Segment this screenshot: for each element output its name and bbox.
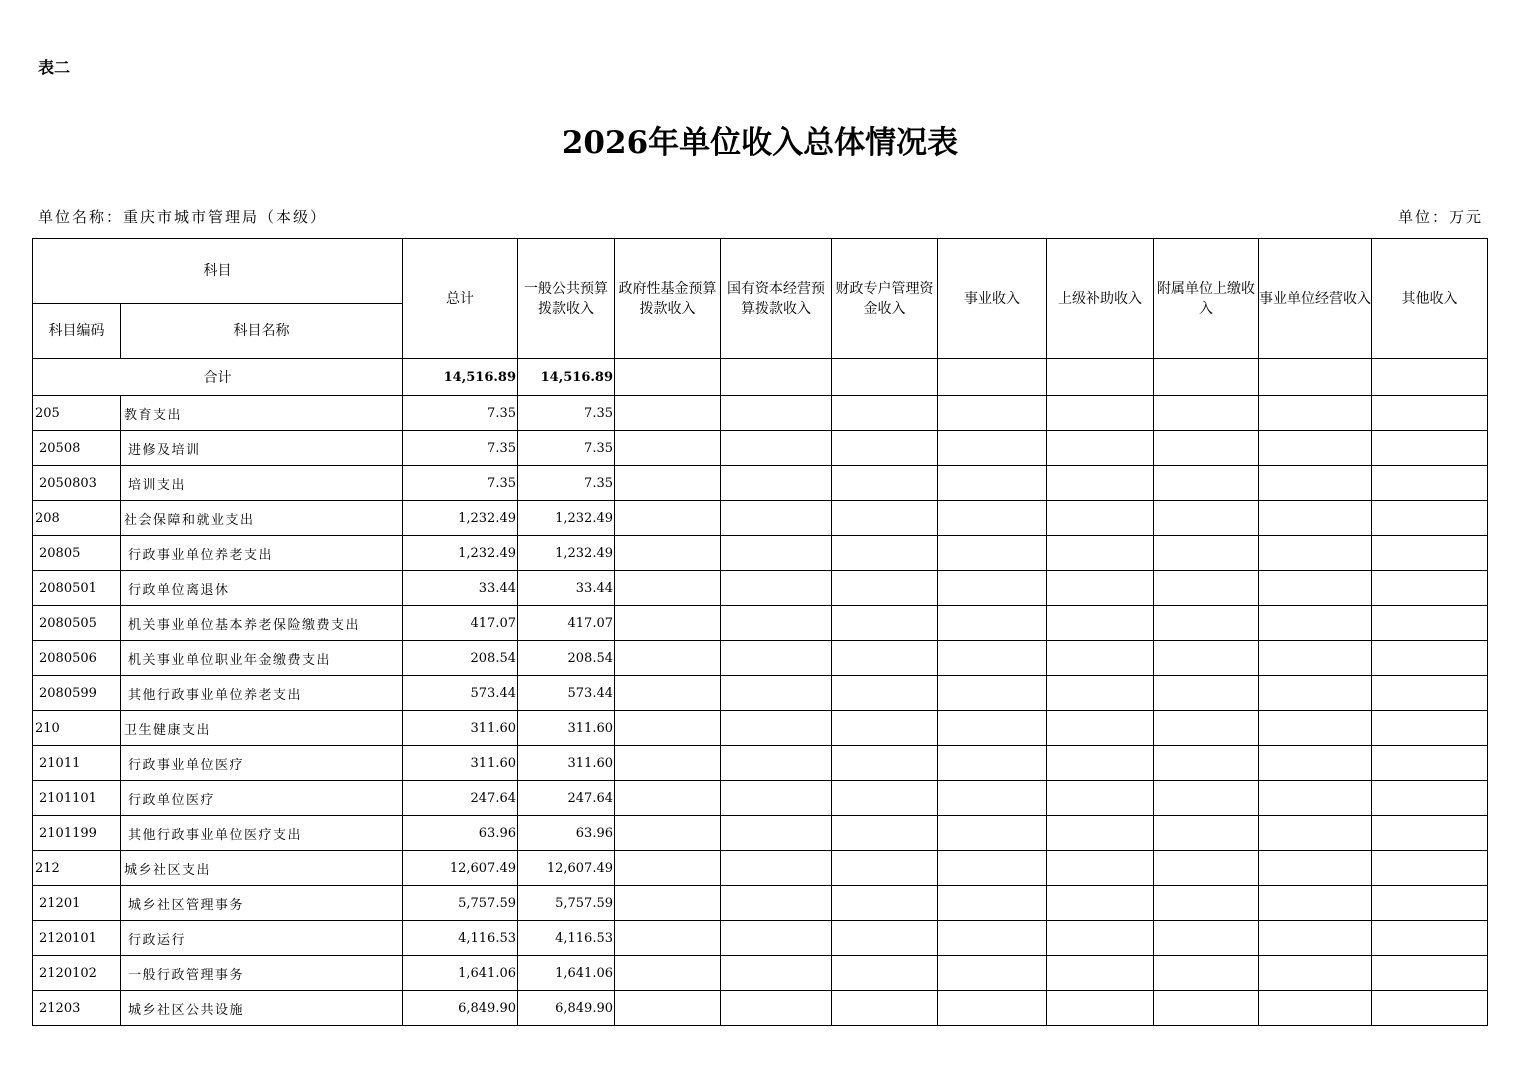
total-cell: 247.64 (403, 781, 518, 816)
subject-code-cell: 2080501 (33, 571, 121, 606)
subject-code-cell: 2080505 (33, 606, 121, 641)
subject-code-cell: 208 (33, 501, 121, 536)
subject-name-cell: 其他行政事业单位医疗支出 (121, 816, 403, 851)
empty-cell (1372, 431, 1488, 466)
empty-cell (615, 711, 721, 746)
subject-code-cell: 2080506 (33, 641, 121, 676)
empty-cell (1154, 571, 1259, 606)
empty-cell (1154, 956, 1259, 991)
table-row (33, 431, 1488, 466)
total-cell: 311.60 (403, 711, 518, 746)
empty-cell (721, 886, 832, 921)
header-superior-subsidy: 上级补助收入 (1047, 239, 1154, 359)
empty-cell (1259, 466, 1372, 501)
subject-name-cell: 城乡社区支出 (121, 851, 403, 886)
header-affiliated-payment: 附属单位上缴收入 (1154, 239, 1259, 359)
table-row (33, 606, 1488, 641)
subject-code-cell: 2080599 (33, 676, 121, 711)
empty-cell (1047, 536, 1154, 571)
empty-cell (938, 851, 1047, 886)
empty-cell (1154, 676, 1259, 711)
total-total: 14,516.89 (403, 359, 518, 396)
empty-cell (938, 991, 1047, 1026)
empty-cell (1259, 396, 1372, 431)
empty-cell (1372, 501, 1488, 536)
header-subject-code: 科目编码 (33, 304, 121, 359)
subject-name-cell: 行政运行 (121, 921, 403, 956)
total-cell: 7.35 (403, 466, 518, 501)
subject-name-cell: 进修及培训 (121, 431, 403, 466)
empty-cell (1154, 466, 1259, 501)
empty-cell (938, 606, 1047, 641)
empty-cell (1154, 921, 1259, 956)
general-budget-cell: 247.64 (518, 781, 615, 816)
empty-cell (1259, 431, 1372, 466)
empty-cell (1372, 571, 1488, 606)
empty-cell (615, 921, 721, 956)
empty-cell (832, 536, 938, 571)
empty-cell (1154, 606, 1259, 641)
subject-code-cell: 21203 (33, 991, 121, 1026)
empty-cell (1047, 641, 1154, 676)
header-general-budget: 一般公共预算拨款收入 (518, 239, 615, 359)
empty-cell (1154, 781, 1259, 816)
empty-cell (1154, 501, 1259, 536)
empty-cell (938, 359, 1047, 396)
empty-cell (938, 501, 1047, 536)
total-cell: 1,232.49 (403, 536, 518, 571)
empty-cell (1154, 359, 1259, 396)
header-state-capital: 国有资本经营预算拨款收入 (721, 239, 832, 359)
total-cell: 5,757.59 (403, 886, 518, 921)
empty-cell (721, 956, 832, 991)
empty-cell (1372, 676, 1488, 711)
subject-name-cell: 城乡社区公共设施 (121, 991, 403, 1026)
empty-cell (832, 781, 938, 816)
empty-cell (832, 571, 938, 606)
general-budget-cell: 1,641.06 (518, 956, 615, 991)
empty-cell (832, 746, 938, 781)
empty-cell (615, 676, 721, 711)
header-business-income: 事业收入 (938, 239, 1047, 359)
empty-cell (1372, 956, 1488, 991)
empty-cell (721, 359, 832, 396)
empty-cell (615, 991, 721, 1026)
empty-cell (615, 781, 721, 816)
header-fiscal-special: 财政专户管理资金收入 (832, 239, 938, 359)
table-row (33, 571, 1488, 606)
empty-cell (832, 606, 938, 641)
empty-cell (1259, 571, 1372, 606)
empty-cell (1154, 816, 1259, 851)
empty-cell (938, 676, 1047, 711)
general-budget-cell: 7.35 (518, 396, 615, 431)
empty-cell (832, 431, 938, 466)
table-row (33, 641, 1488, 676)
empty-cell (1154, 431, 1259, 466)
header-gov-fund: 政府性基金预算拨款收入 (615, 239, 721, 359)
empty-cell (1372, 851, 1488, 886)
header-other-income: 其他收入 (1372, 239, 1488, 359)
general-budget-cell: 7.35 (518, 466, 615, 501)
empty-cell (1259, 956, 1372, 991)
empty-cell (938, 571, 1047, 606)
table-row (33, 746, 1488, 781)
subject-name-cell: 其他行政事业单位养老支出 (121, 676, 403, 711)
empty-cell (832, 501, 938, 536)
subject-code-cell: 2120102 (33, 956, 121, 991)
document-label: 表二 (38, 58, 71, 77)
header-subject: 科目 (33, 239, 403, 304)
empty-cell (938, 886, 1047, 921)
subject-name-cell: 机关事业单位职业年金缴费支出 (121, 641, 403, 676)
empty-cell (938, 641, 1047, 676)
empty-cell (1372, 641, 1488, 676)
empty-cell (1259, 606, 1372, 641)
empty-cell (721, 431, 832, 466)
total-general-budget: 14,516.89 (518, 359, 615, 396)
empty-cell (938, 466, 1047, 501)
empty-cell (1047, 501, 1154, 536)
general-budget-cell: 208.54 (518, 641, 615, 676)
empty-cell (1154, 746, 1259, 781)
empty-cell (721, 991, 832, 1026)
empty-cell (832, 359, 938, 396)
empty-cell (832, 851, 938, 886)
empty-cell (832, 886, 938, 921)
empty-cell (938, 781, 1047, 816)
total-cell: 1,232.49 (403, 501, 518, 536)
subject-name-cell: 教育支出 (121, 396, 403, 431)
empty-cell (1154, 711, 1259, 746)
empty-cell (721, 851, 832, 886)
general-budget-cell: 7.35 (518, 431, 615, 466)
table-row (33, 501, 1488, 536)
empty-cell (1259, 711, 1372, 746)
empty-cell (615, 359, 721, 396)
empty-cell (721, 606, 832, 641)
empty-cell (721, 571, 832, 606)
empty-cell (1047, 711, 1154, 746)
subject-name-cell: 行政单位医疗 (121, 781, 403, 816)
empty-cell (721, 781, 832, 816)
empty-cell (721, 396, 832, 431)
empty-cell (832, 641, 938, 676)
subject-code-cell: 210 (33, 711, 121, 746)
table-row (33, 676, 1488, 711)
subject-code-cell: 20805 (33, 536, 121, 571)
table-row (33, 536, 1488, 571)
total-cell: 7.35 (403, 431, 518, 466)
total-cell: 4,116.53 (403, 921, 518, 956)
total-row (33, 359, 1488, 396)
table-row (33, 886, 1488, 921)
general-budget-cell: 1,232.49 (518, 501, 615, 536)
subject-code-cell: 20508 (33, 431, 121, 466)
empty-cell (1047, 676, 1154, 711)
empty-cell (1047, 396, 1154, 431)
empty-cell (1259, 991, 1372, 1026)
empty-cell (832, 396, 938, 431)
empty-cell (615, 571, 721, 606)
general-budget-cell: 6,849.90 (518, 991, 615, 1026)
total-cell: 33.44 (403, 571, 518, 606)
empty-cell (1372, 606, 1488, 641)
empty-cell (1154, 641, 1259, 676)
subject-code-cell: 21011 (33, 746, 121, 781)
empty-cell (1259, 851, 1372, 886)
empty-cell (938, 431, 1047, 466)
empty-cell (615, 431, 721, 466)
total-cell: 417.07 (403, 606, 518, 641)
empty-cell (1372, 746, 1488, 781)
empty-cell (1154, 536, 1259, 571)
empty-cell (1259, 501, 1372, 536)
empty-cell (721, 466, 832, 501)
subject-code-cell: 2101199 (33, 816, 121, 851)
unit-name: 单位名称：重庆市城市管理局（本级） (38, 208, 328, 226)
general-budget-cell: 5,757.59 (518, 886, 615, 921)
empty-cell (721, 921, 832, 956)
empty-cell (938, 746, 1047, 781)
total-cell: 7.35 (403, 396, 518, 431)
empty-cell (1047, 606, 1154, 641)
table-row (33, 921, 1488, 956)
empty-cell (615, 886, 721, 921)
empty-cell (1047, 851, 1154, 886)
empty-cell (1372, 886, 1488, 921)
empty-cell (721, 536, 832, 571)
total-cell: 12,607.49 (403, 851, 518, 886)
empty-cell (832, 956, 938, 991)
general-budget-cell: 311.60 (518, 746, 615, 781)
empty-cell (938, 536, 1047, 571)
empty-cell (832, 921, 938, 956)
empty-cell (1372, 466, 1488, 501)
income-table (32, 238, 1488, 1026)
subject-name-cell: 培训支出 (121, 466, 403, 501)
empty-cell (1372, 711, 1488, 746)
empty-cell (1372, 396, 1488, 431)
empty-cell (615, 956, 721, 991)
general-budget-cell: 1,232.49 (518, 536, 615, 571)
empty-cell (1259, 536, 1372, 571)
general-budget-cell: 33.44 (518, 571, 615, 606)
empty-cell (1259, 641, 1372, 676)
general-budget-cell: 12,607.49 (518, 851, 615, 886)
empty-cell (1047, 991, 1154, 1026)
empty-cell (721, 711, 832, 746)
table-row (33, 991, 1488, 1026)
empty-cell (832, 676, 938, 711)
empty-cell (938, 921, 1047, 956)
empty-cell (832, 466, 938, 501)
table-row (33, 956, 1488, 991)
table-row (33, 466, 1488, 501)
subject-code-cell: 212 (33, 851, 121, 886)
empty-cell (938, 711, 1047, 746)
empty-cell (1154, 886, 1259, 921)
subject-name-cell: 行政事业单位养老支出 (121, 536, 403, 571)
table-row (33, 816, 1488, 851)
empty-cell (1259, 886, 1372, 921)
empty-cell (1047, 359, 1154, 396)
total-cell: 6,849.90 (403, 991, 518, 1026)
subject-code-cell: 2120101 (33, 921, 121, 956)
empty-cell (1154, 851, 1259, 886)
empty-cell (1372, 359, 1488, 396)
general-budget-cell: 63.96 (518, 816, 615, 851)
header-total: 总计 (403, 239, 518, 359)
empty-cell (1372, 536, 1488, 571)
general-budget-cell: 573.44 (518, 676, 615, 711)
empty-cell (1047, 571, 1154, 606)
subject-code-cell: 205 (33, 396, 121, 431)
empty-cell (1154, 396, 1259, 431)
empty-cell (615, 746, 721, 781)
empty-cell (832, 711, 938, 746)
empty-cell (1259, 781, 1372, 816)
total-cell: 63.96 (403, 816, 518, 851)
empty-cell (1047, 781, 1154, 816)
empty-cell (721, 816, 832, 851)
empty-cell (1047, 816, 1154, 851)
table-row (33, 711, 1488, 746)
total-label: 合计 (33, 359, 403, 396)
empty-cell (832, 816, 938, 851)
page-title: 2026年单位收入总体情况表 (561, 125, 959, 161)
subject-code-cell: 21201 (33, 886, 121, 921)
empty-cell (1259, 746, 1372, 781)
currency-unit: 单位：万元 (1397, 208, 1483, 226)
subject-name-cell: 一般行政管理事务 (121, 956, 403, 991)
subject-code-cell: 2050803 (33, 466, 121, 501)
table-row (33, 781, 1488, 816)
empty-cell (1259, 676, 1372, 711)
empty-cell (1047, 746, 1154, 781)
empty-cell (1372, 781, 1488, 816)
subject-name-cell: 卫生健康支出 (121, 711, 403, 746)
empty-cell (615, 816, 721, 851)
empty-cell (1372, 991, 1488, 1026)
empty-cell (615, 396, 721, 431)
empty-cell (1259, 359, 1372, 396)
empty-cell (938, 816, 1047, 851)
empty-cell (1047, 956, 1154, 991)
table-row (33, 851, 1488, 886)
empty-cell (1372, 921, 1488, 956)
empty-cell (1047, 466, 1154, 501)
subject-name-cell: 城乡社区管理事务 (121, 886, 403, 921)
total-cell: 311.60 (403, 746, 518, 781)
empty-cell (1259, 816, 1372, 851)
header-subject-name: 科目名称 (121, 304, 403, 359)
header-business-operation: 事业单位经营收入 (1259, 239, 1372, 359)
general-budget-cell: 417.07 (518, 606, 615, 641)
empty-cell (721, 676, 832, 711)
empty-cell (1047, 886, 1154, 921)
subject-code-cell: 2101101 (33, 781, 121, 816)
empty-cell (615, 466, 721, 501)
subject-name-cell: 社会保障和就业支出 (121, 501, 403, 536)
empty-cell (1047, 431, 1154, 466)
empty-cell (615, 501, 721, 536)
empty-cell (615, 606, 721, 641)
subject-name-cell: 行政单位离退休 (121, 571, 403, 606)
empty-cell (832, 991, 938, 1026)
empty-cell (1047, 921, 1154, 956)
table-row (33, 396, 1488, 431)
empty-cell (615, 851, 721, 886)
empty-cell (1372, 816, 1488, 851)
subject-name-cell: 机关事业单位基本养老保险缴费支出 (121, 606, 403, 641)
total-cell: 208.54 (403, 641, 518, 676)
general-budget-cell: 4,116.53 (518, 921, 615, 956)
empty-cell (615, 536, 721, 571)
subject-name-cell: 行政事业单位医疗 (121, 746, 403, 781)
total-cell: 1,641.06 (403, 956, 518, 991)
total-cell: 573.44 (403, 676, 518, 711)
empty-cell (938, 956, 1047, 991)
empty-cell (938, 396, 1047, 431)
general-budget-cell: 311.60 (518, 711, 615, 746)
empty-cell (1154, 991, 1259, 1026)
empty-cell (721, 641, 832, 676)
empty-cell (615, 641, 721, 676)
empty-cell (1259, 921, 1372, 956)
empty-cell (721, 501, 832, 536)
empty-cell (721, 746, 832, 781)
